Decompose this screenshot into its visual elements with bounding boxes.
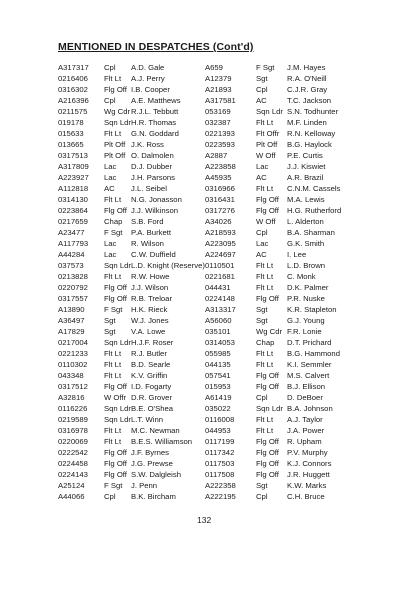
service-number: 013665	[58, 140, 84, 149]
name: I.B. Cooper	[131, 85, 170, 94]
table-row	[58, 161, 378, 172]
rank: Flt Lt	[256, 261, 274, 270]
name: P.A. Burkett	[131, 228, 172, 237]
service-number: A56060	[205, 316, 232, 325]
rank: Flg Off	[104, 470, 127, 479]
service-number: 0220069	[58, 437, 88, 446]
name: D.R. Grover	[131, 393, 173, 402]
service-number: 0220792	[58, 283, 88, 292]
name: B.D. Searle	[131, 360, 171, 369]
rank: Flt Lt	[104, 272, 122, 281]
rank: Sqn Ldr	[104, 118, 131, 127]
service-number: A222195	[205, 492, 236, 501]
rank: Chap	[256, 338, 275, 347]
name: R.W. Howe	[131, 272, 170, 281]
name: B.K. Bircham	[131, 492, 176, 501]
rank: Flg Off	[104, 294, 127, 303]
rank: Sqn Ldr	[104, 404, 131, 413]
name: R.J.L. Tebbutt	[131, 107, 179, 116]
name: K.R. Stapleton	[287, 305, 337, 314]
table-row	[58, 139, 378, 150]
service-number: A223858	[205, 162, 236, 171]
name: H.K. Rieck	[131, 305, 168, 314]
rank: Flg Off	[104, 283, 127, 292]
table-row	[58, 216, 378, 227]
table-row	[58, 293, 378, 304]
service-number: 053169	[205, 107, 231, 116]
name: L.T. Winn	[131, 415, 164, 424]
table-row	[58, 150, 378, 161]
service-number: 0224458	[58, 459, 88, 468]
name: J.J. Wilkinson	[131, 206, 178, 215]
rank: Flt Lt	[256, 118, 274, 127]
name: G.K. Smith	[287, 239, 325, 248]
rank: Flg Off	[104, 382, 127, 391]
name: R.J. Butler	[131, 349, 167, 358]
service-number: 043348	[58, 371, 84, 380]
name: H.J.F. Roser	[131, 338, 174, 347]
service-number: 0116226	[58, 404, 88, 413]
rank: Flt Lt	[104, 129, 122, 138]
rank: Cpl	[256, 492, 268, 501]
table-row	[58, 392, 378, 403]
name: J.M. Hayes	[287, 63, 326, 72]
name: B.A. Sharman	[287, 228, 335, 237]
name: H.R. Thomas	[131, 118, 177, 127]
service-number: 0216406	[58, 74, 88, 83]
name: R. Upham	[287, 437, 322, 446]
rank: Plt Off	[256, 140, 278, 149]
name: C.J.R. Gray	[287, 85, 328, 94]
service-number: A659	[205, 63, 223, 72]
name: K.I. Semmler	[287, 360, 332, 369]
table-row	[58, 128, 378, 139]
service-number: 032387	[205, 118, 231, 127]
rank: AC	[104, 184, 115, 193]
rank: Flt Lt	[104, 426, 122, 435]
table-row	[58, 227, 378, 238]
table-row	[58, 249, 378, 260]
rank: Sgt	[256, 316, 268, 325]
name: B.G. Haylock	[287, 140, 332, 149]
table-row	[58, 282, 378, 293]
service-number: 0110501	[205, 261, 235, 270]
service-number: A44066	[58, 492, 85, 501]
rank: Flt Lt	[256, 360, 274, 369]
name: J.K. Ross	[131, 140, 164, 149]
service-number: A218593	[205, 228, 236, 237]
name: O. Dalmolen	[131, 151, 174, 160]
name: J. Penn	[131, 481, 158, 490]
service-number: 0224143	[58, 470, 88, 479]
rank: Flt Offr	[256, 129, 280, 138]
rank: Sgt	[256, 481, 268, 490]
table-row	[58, 260, 378, 271]
rank: Cpl	[104, 492, 116, 501]
service-number: 0316431	[205, 195, 235, 204]
rank: Cpl	[256, 228, 268, 237]
table-row	[58, 106, 378, 117]
table-row	[58, 403, 378, 414]
service-number: 0317512	[58, 382, 88, 391]
rank: Sgt	[104, 316, 116, 325]
table-row	[58, 172, 378, 183]
name: K.V. Griffin	[131, 371, 168, 380]
rank: Plt Off	[104, 140, 126, 149]
name: S.N. Todhunter	[287, 107, 339, 116]
rank: Wg Cdr	[256, 327, 283, 336]
name: D.J. Dubber	[131, 162, 173, 171]
service-number: A313317	[205, 305, 236, 314]
rank: Lac	[104, 239, 117, 248]
rank: F Sgt	[104, 228, 123, 237]
service-number: 044953	[205, 426, 231, 435]
name: J.L. Seibel	[131, 184, 167, 193]
service-number: 0316978	[58, 426, 88, 435]
service-number: A25124	[58, 481, 85, 490]
rank: Sqn Ldr	[104, 338, 131, 347]
rank: Flt Lt	[104, 360, 122, 369]
rank: Flt Lt	[256, 283, 274, 292]
name: R.N. Kelloway	[287, 129, 336, 138]
service-number: A12379	[205, 74, 232, 83]
service-number: A317317	[58, 63, 89, 72]
rank: Lac	[256, 239, 269, 248]
table-row	[58, 469, 378, 480]
rank: Wg Cdr	[104, 107, 131, 116]
service-number: 0217659	[58, 217, 88, 226]
service-number: 037573	[58, 261, 84, 270]
table-row	[58, 271, 378, 282]
service-number: A112818	[58, 184, 89, 193]
despatches-table	[58, 62, 378, 502]
rank: Flg Off	[256, 195, 279, 204]
table-row	[58, 447, 378, 458]
name: A.E. Matthews	[131, 96, 181, 105]
name: J.H. Parsons	[131, 173, 176, 182]
service-number: A23477	[58, 228, 85, 237]
service-number: 0221681	[205, 272, 235, 281]
rank: Lac	[256, 162, 269, 171]
name: P.R. Nuske	[287, 294, 325, 303]
rank: Flt Lt	[256, 349, 274, 358]
service-number: 0221393	[205, 129, 235, 138]
name: L.D. Brown	[287, 261, 326, 270]
rank: Flg Off	[256, 470, 279, 479]
name: J.F. Byrnes	[131, 448, 170, 457]
service-number: 0316302	[58, 85, 88, 94]
rank: Cpl	[256, 85, 268, 94]
name: R.A. O'Neill	[287, 74, 327, 83]
name: K.W. Marks	[287, 481, 327, 490]
rank: Plt Off	[104, 151, 126, 160]
service-number: 055985	[205, 349, 231, 358]
rank: Sqn Ldr	[104, 261, 131, 270]
rank: Flt Lt	[104, 349, 122, 358]
service-number: A45935	[205, 173, 232, 182]
service-number: 0222542	[58, 448, 88, 457]
rank: AC	[256, 250, 267, 259]
name: R.B. Treloar	[131, 294, 173, 303]
name: G.J. Young	[287, 316, 325, 325]
rank: Cpl	[256, 393, 268, 402]
name: M.C. Newman	[131, 426, 180, 435]
table-row	[58, 491, 378, 502]
service-number: A223095	[205, 239, 236, 248]
name: R. Wilson	[131, 239, 164, 248]
name: S.W. Dalgleish	[131, 470, 181, 479]
service-number: 015633	[58, 129, 84, 138]
service-number: 0117503	[205, 459, 235, 468]
name: A.J. Taylor	[287, 415, 323, 424]
rank: Flt Lt	[104, 74, 122, 83]
name: S.B. Ford	[131, 217, 164, 226]
service-number: 0224148	[205, 294, 235, 303]
service-number: 035022	[205, 404, 231, 413]
rank: Flt Lt	[256, 184, 274, 193]
service-number: 0219589	[58, 415, 88, 424]
page-number: 132	[197, 515, 212, 525]
table-row	[58, 117, 378, 128]
rank: Flt Lt	[256, 415, 274, 424]
table-row	[58, 370, 378, 381]
service-number: 0317276	[205, 206, 235, 215]
name: W.J. Jones	[131, 316, 169, 325]
rank: Flg Off	[104, 206, 127, 215]
name: I. Lee	[287, 250, 307, 259]
table-row	[58, 348, 378, 359]
service-number: 0117508	[205, 470, 235, 479]
service-number: 0314130	[58, 195, 88, 204]
table-row	[58, 359, 378, 370]
name: C.H. Bruce	[287, 492, 325, 501]
table-row	[58, 194, 378, 205]
rank: Sqn Ldr	[256, 404, 283, 413]
rank: AC	[256, 173, 267, 182]
name: T.C. Jackson	[287, 96, 332, 105]
name: P.V. Murphy	[287, 448, 328, 457]
service-number: A61419	[205, 393, 232, 402]
rank: F Sgt	[104, 305, 123, 314]
service-number: 0117342	[205, 448, 235, 457]
rank: F Sgt	[256, 63, 275, 72]
name: N.G. Jonasson	[131, 195, 182, 204]
table-row	[58, 95, 378, 106]
name: J.J. Kiswiet	[287, 162, 326, 171]
rank: Flg Off	[104, 459, 127, 468]
rank: Sgt	[256, 74, 268, 83]
rank: Flt Lt	[104, 437, 122, 446]
name: I.D. Fogarty	[131, 382, 172, 391]
service-number: 044135	[205, 360, 231, 369]
name: B.J. Ellison	[287, 382, 326, 391]
service-number: A317809	[58, 162, 89, 171]
service-number: 0317513	[58, 151, 88, 160]
service-number: 0317557	[58, 294, 88, 303]
name: D. DeBoer	[287, 393, 323, 402]
rank: Chap	[104, 217, 123, 226]
name: M.F. Linden	[287, 118, 327, 127]
name: F.R. Lonie	[287, 327, 322, 336]
service-number: A2887	[205, 151, 228, 160]
name: D.T. Prichard	[287, 338, 332, 347]
rank: Flg Off	[104, 85, 127, 94]
table-row	[58, 73, 378, 84]
service-number: A17829	[58, 327, 85, 336]
rank: Flg Off	[256, 437, 279, 446]
rank: Flt Lt	[104, 371, 122, 380]
service-number: 0116008	[205, 415, 235, 424]
service-number: 0110302	[58, 360, 88, 369]
service-number: A44284	[58, 250, 85, 259]
service-number: 0223864	[58, 206, 88, 215]
service-number: 0221233	[58, 349, 88, 358]
rank: W Offr	[104, 393, 127, 402]
table-row	[58, 436, 378, 447]
service-number: 019178	[58, 118, 84, 127]
service-number: 0211575	[58, 107, 88, 116]
rank: Sqn Ldr	[104, 415, 131, 424]
table-row	[58, 425, 378, 436]
name: B.E.S. Williamson	[131, 437, 193, 446]
name: A.R. Brazil	[287, 173, 324, 182]
table-row	[58, 414, 378, 425]
service-number: A117793	[58, 239, 89, 248]
rank: Sqn Ldr	[256, 107, 283, 116]
name: L. Alderton	[287, 217, 324, 226]
rank: Flt Lt	[104, 195, 122, 204]
service-number: A36497	[58, 316, 85, 325]
name: P.E. Curtis	[287, 151, 323, 160]
rank: Flg Off	[256, 206, 279, 215]
service-number: 015953	[205, 382, 231, 391]
table-row	[58, 84, 378, 95]
table-row	[58, 315, 378, 326]
service-number: 0314053	[205, 338, 235, 347]
rank: Cpl	[104, 63, 116, 72]
name: D.K. Palmer	[287, 283, 329, 292]
service-number: 0217004	[58, 338, 88, 347]
rank: F Sgt	[104, 481, 123, 490]
rank: Flt Lt	[256, 426, 274, 435]
name: J.A. Power	[287, 426, 325, 435]
service-number: A13890	[58, 305, 85, 314]
name: K.J. Connors	[287, 459, 332, 468]
table-row	[58, 337, 378, 348]
table-row	[58, 458, 378, 469]
table-row	[58, 205, 378, 216]
rank: Sgt	[104, 327, 116, 336]
name: A.D. Gale	[131, 63, 165, 72]
rank: Flg Off	[256, 371, 279, 380]
name: B.G. Hammond	[287, 349, 340, 358]
service-number: A32816	[58, 393, 85, 402]
rank: W Off	[256, 151, 276, 160]
rank: W Off	[256, 217, 276, 226]
service-number: A34026	[205, 217, 232, 226]
rank: Flg Off	[104, 448, 127, 457]
table-row	[58, 183, 378, 194]
service-number: 035101	[205, 327, 231, 336]
rank: Lac	[104, 250, 117, 259]
rank: Flg Off	[256, 459, 279, 468]
name: C.W. Duffield	[131, 250, 176, 259]
service-number: A224697	[205, 250, 236, 259]
rank: Flg Off	[256, 448, 279, 457]
rank: Flg Off	[256, 294, 279, 303]
name: C. Monk	[287, 272, 316, 281]
table-row	[58, 304, 378, 315]
name: V.A. Lowe	[131, 327, 166, 336]
table-row	[58, 62, 378, 73]
table-row	[58, 326, 378, 337]
service-number: 0223593	[205, 140, 235, 149]
rank: Lac	[104, 173, 117, 182]
name: J.J. Wilson	[131, 283, 169, 292]
name: L.D. Knight (Reserve)	[131, 261, 205, 270]
name: B.A. Johnson	[287, 404, 333, 413]
rank: AC	[256, 96, 267, 105]
rank: Flg Off	[256, 382, 279, 391]
name: G.N. Goddard	[131, 129, 179, 138]
rank: Cpl	[104, 96, 116, 105]
table-row	[58, 238, 378, 249]
table-row	[58, 381, 378, 392]
rank: Flt Lt	[256, 272, 274, 281]
service-number: A222358	[205, 481, 236, 490]
name: M.S. Calvert	[287, 371, 330, 380]
service-number: 057541	[205, 371, 231, 380]
rank: Lac	[104, 162, 117, 171]
service-number: A223927	[58, 173, 89, 182]
page-title: MENTIONED IN DESPATCHES (Cont'd)	[58, 41, 254, 53]
name: B.E. O'Shea	[131, 404, 174, 413]
service-number: 044431	[205, 283, 231, 292]
service-number: 0117199	[205, 437, 235, 446]
name: A.J. Perry	[131, 74, 165, 83]
service-number: A216396	[58, 96, 89, 105]
service-number: A317581	[205, 96, 236, 105]
table-row	[58, 480, 378, 491]
name: H.G. Rutherford	[287, 206, 342, 215]
name: J.G. Prewse	[131, 459, 173, 468]
service-number: A21893	[205, 85, 232, 94]
name: C.N.M. Cassels	[287, 184, 341, 193]
rank: Sgt	[256, 305, 268, 314]
name: J.R. Huggett	[287, 470, 330, 479]
service-number: 0213828	[58, 272, 88, 281]
service-number: 0316966	[205, 184, 235, 193]
name: M.A. Lewis	[287, 195, 325, 204]
